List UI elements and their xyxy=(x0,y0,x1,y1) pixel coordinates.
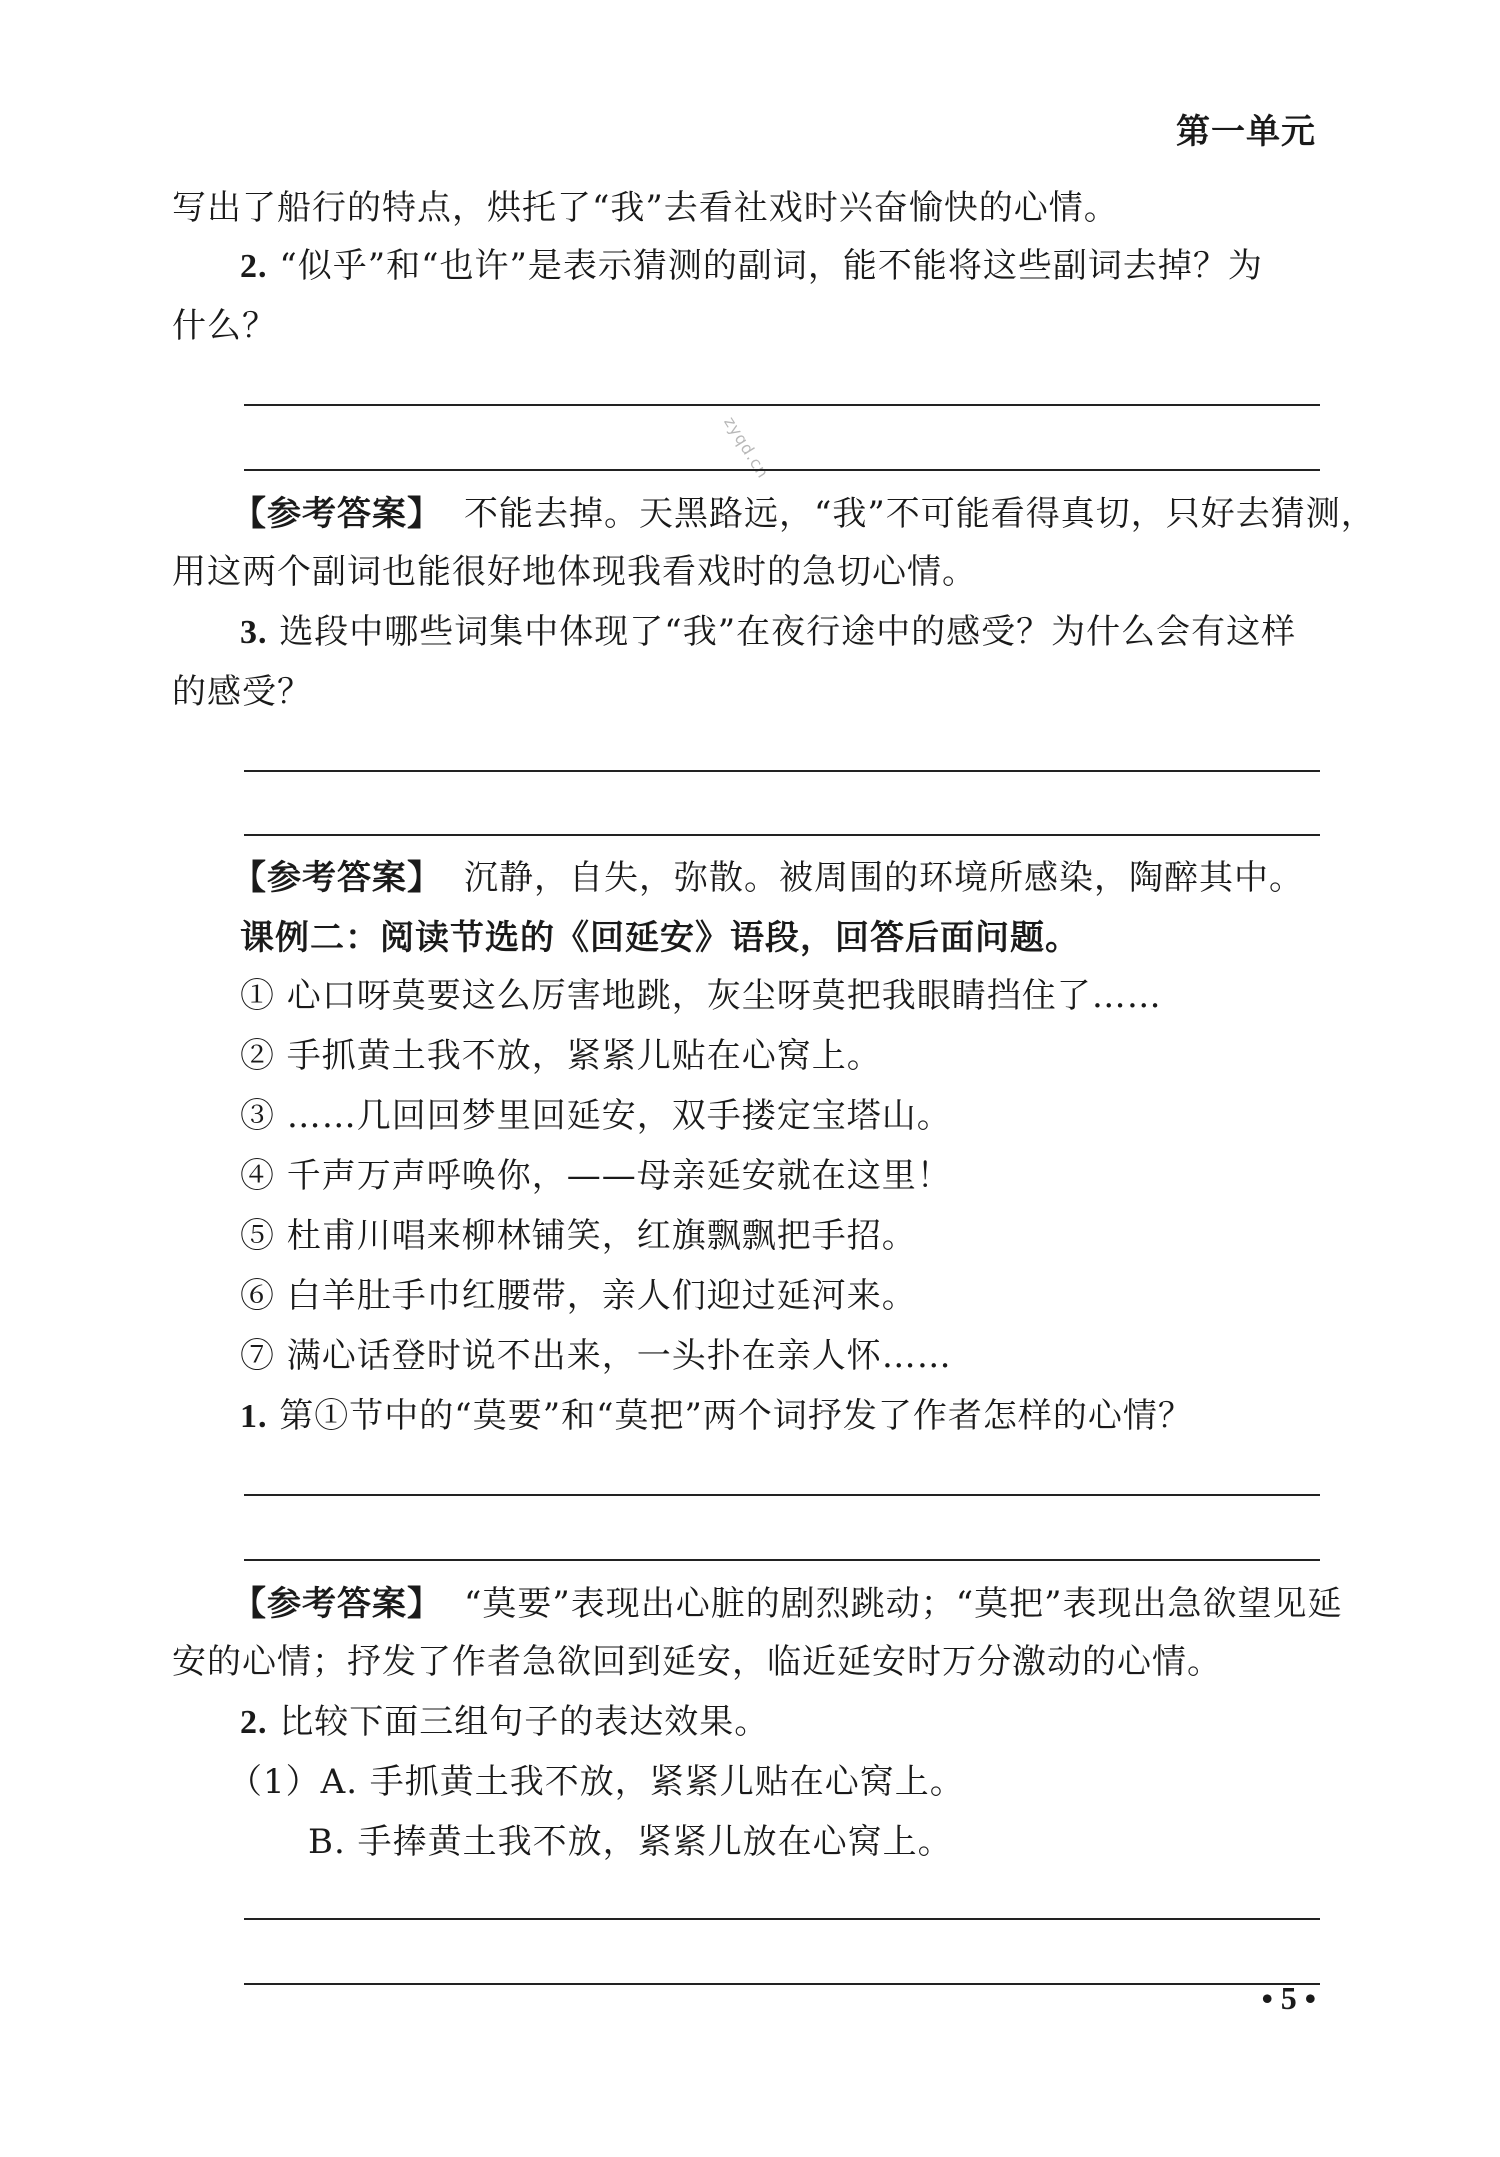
poem-line: ③ ……几回回梦里回延安，双手搂定宝塔山。 xyxy=(240,1096,952,1136)
poem-line: ④ 千声万声呼唤你，——母亲延安就在这里！ xyxy=(240,1156,952,1196)
unit-title: 第一单元 xyxy=(1176,112,1316,152)
question-number: 1. xyxy=(240,1398,268,1435)
question-text: “似乎”和“也许”是表示猜测的副词，能不能将这些副词去掉？为 xyxy=(279,246,1263,286)
answer-label: 【参考答案】 xyxy=(232,858,442,898)
page-number: • 5 • xyxy=(1261,1980,1316,2016)
question-number: 2. xyxy=(240,1704,268,1741)
answer-text: 沉静，自失，弥散。被周围的环境所感染，陶醉其中。 xyxy=(464,858,1304,898)
question-2b xyxy=(240,1702,769,1743)
answer-label: 【参考答案】 xyxy=(232,1584,442,1624)
option-b: B. 手捧黄土我不放，紧紧儿放在心窝上。 xyxy=(308,1822,953,1862)
watermark: zyqd.cn xyxy=(720,413,773,482)
reference-answer xyxy=(232,1584,1343,1624)
section-heading: 课例二：阅读节选的《回延安》语段，回答后面问题。 xyxy=(240,918,1080,958)
answer-line xyxy=(244,770,1320,772)
answer-text-continued: 用这两个副词也能很好地体现我看戏时的急切心情。 xyxy=(172,552,977,592)
question-number: 3. xyxy=(240,614,268,651)
answer-line xyxy=(244,1559,1320,1561)
answer-line xyxy=(244,834,1320,836)
question-number: 2. xyxy=(240,248,268,285)
answer-line xyxy=(244,1918,1320,1920)
question-2-continued: 什么？ xyxy=(172,306,277,346)
sub-question-label: （1） xyxy=(228,1762,321,1802)
reference-answer xyxy=(232,858,1304,898)
question-text: 选段中哪些词集中体现了“我”在夜行途中的感受？为什么会有这样 xyxy=(279,612,1297,652)
answer-line xyxy=(244,469,1320,471)
question-text: 比较下面三组句子的表达效果。 xyxy=(279,1702,770,1742)
sub-question-1 xyxy=(228,1762,965,1802)
answer-text: 不能去掉。天黑路远，“我”不可能看得真切，只好去猜测， xyxy=(464,494,1376,534)
answer-line xyxy=(244,1983,1320,1985)
answer-text-continued: 安的心情；抒发了作者急欲回到延安，临近延安时万分激动的心情。 xyxy=(172,1642,1222,1682)
poem-line: ② 手抓黄土我不放，紧紧儿贴在心窝上。 xyxy=(240,1036,882,1076)
poem-line: ⑥ 白羊肚手巾红腰带，亲人们迎过延河来。 xyxy=(240,1276,917,1316)
answer-line xyxy=(244,1494,1320,1496)
question-text: 第①节中的“莫要”和“莫把”两个词抒发了作者怎样的心情？ xyxy=(279,1396,1193,1436)
reference-answer xyxy=(232,494,1376,534)
paragraph-line: 写出了船行的特点，烘托了“我”去看社戏时兴奋愉快的心情。 xyxy=(172,188,1119,228)
question-3 xyxy=(240,612,1296,653)
option-a: A. 手抓黄土我不放，紧紧儿贴在心窝上。 xyxy=(320,1762,965,1802)
answer-label: 【参考答案】 xyxy=(232,494,442,534)
poem-line: ⑤ 杜甫川唱来柳林铺笑，红旗飘飘把手招。 xyxy=(240,1216,917,1256)
question-2 xyxy=(240,246,1263,287)
answer-text: “莫要”表现出心脏的剧烈跳动；“莫把”表现出急欲望见延 xyxy=(464,1584,1343,1624)
poem-line: ① 心口呀莫要这么厉害地跳，灰尘呀莫把我眼睛挡住了…… xyxy=(240,976,1162,1016)
question-3-continued: 的感受？ xyxy=(172,672,312,712)
poem-line: ⑦ 满心话登时说不出来，一头扑在亲人怀…… xyxy=(240,1336,952,1376)
answer-line xyxy=(244,404,1320,406)
question-1 xyxy=(240,1396,1193,1437)
